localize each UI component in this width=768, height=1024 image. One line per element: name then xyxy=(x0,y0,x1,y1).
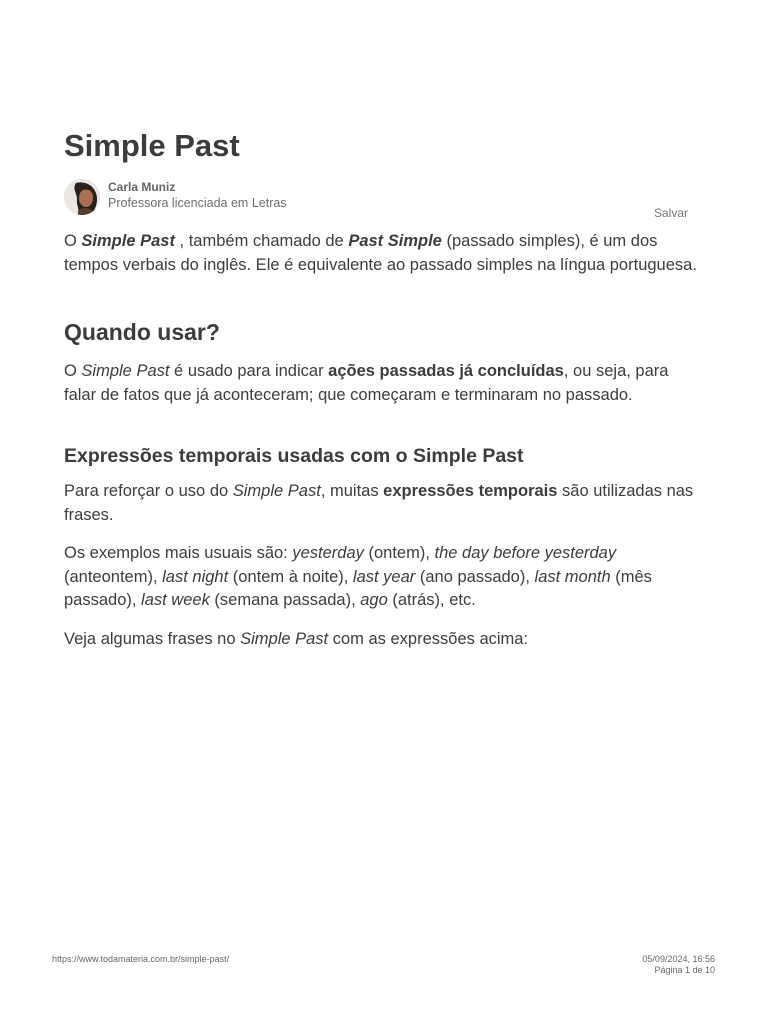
footer-page-number: Página 1 de 10 xyxy=(654,965,715,975)
author-block xyxy=(64,178,704,220)
strong-text: expressões temporais xyxy=(383,482,558,500)
expressions-paragraph: Para reforçar o uso do Simple Past, muitas expressões temporais são utilizadas nas frases. xyxy=(64,482,694,524)
emphasis: Past Simple xyxy=(348,232,442,250)
emphasis: Simple Past xyxy=(232,482,321,500)
intro-paragraph: O Simple Past , também chamado de Past Simple (passado simples), é um dos tempos verbais do inglês. Ele é equivalente ao passado simples na língua portuguesa. xyxy=(64,232,697,274)
emphasis: last night xyxy=(162,567,229,586)
footer-meta xyxy=(642,954,715,976)
emphasis: Simple Past xyxy=(240,629,329,648)
emphasis: Simple Past xyxy=(81,232,175,250)
see-examples-paragraph: Veja algumas frases no Simple Past com as expressões acima: xyxy=(64,629,529,648)
emphasis: Simple Past xyxy=(81,362,170,380)
strong-text: ações passadas já concluídas xyxy=(328,362,564,380)
article xyxy=(64,124,704,651)
when-paragraph: O Simple Past é usado para indicar ações passadas já concluídas, ou seja, para falar de fatos que já aconteceram; que começaram e terminaram no passado. xyxy=(64,362,669,404)
avatar[interactable] xyxy=(64,179,100,215)
emphasis: ago xyxy=(360,591,388,609)
author-photo-icon xyxy=(64,179,100,215)
page-title: Simple Past xyxy=(64,128,240,163)
emphasis: last year xyxy=(352,567,416,586)
footer-url[interactable]: https://www.todamateria.com.br/simple-past/ xyxy=(52,954,230,964)
author-name[interactable]: Carla Muniz xyxy=(108,180,176,194)
section-heading-when: Quando usar? xyxy=(64,319,220,345)
author-role: Professora licenciada em Letras xyxy=(108,196,287,210)
footer-datetime: 05/09/2024, 16:56 xyxy=(642,954,715,964)
save-button[interactable]: Salvar xyxy=(653,206,688,220)
emphasis: the day before yesterday xyxy=(434,544,617,562)
emphasis: yesterday xyxy=(292,544,364,562)
section-heading-expressions: Expressões temporais usadas com o Simple Past xyxy=(64,445,524,467)
emphasis: last week xyxy=(141,591,210,609)
examples-paragraph: Os exemplos mais usuais são: yesterday (ontem), the day before yesterday (anteontem), last night (ontem à noite), last year (ano passado), last month (mês passado), last week (semana passada), ago (atrás), etc. xyxy=(64,544,652,609)
emphasis: last month xyxy=(534,567,611,586)
